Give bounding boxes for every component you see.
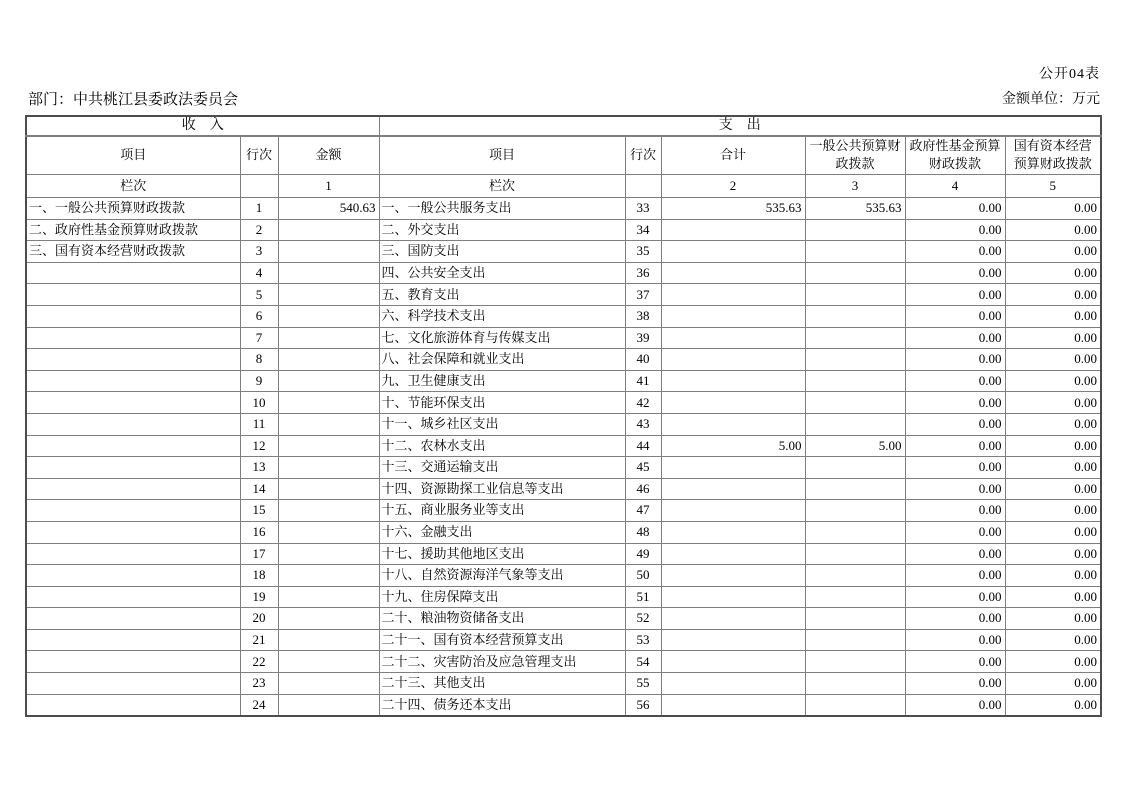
income-amount-cell (278, 435, 379, 457)
income-amount-cell (278, 500, 379, 522)
exp-total-cell (661, 305, 805, 327)
exp-item-cell: 九、卫生健康支出 (379, 370, 625, 392)
table-row (26, 500, 1101, 522)
col-header-exp-total: 合计 (661, 136, 805, 175)
unit-label: 金额单位：万元 (1002, 92, 1100, 107)
col-number-2: 2 (661, 175, 805, 198)
income-item-cell: 一、一般公共预算财政拨款 (26, 198, 240, 220)
lanci-label-income: 栏次 (26, 175, 240, 198)
col-header-exp-gov-fund: 政府性基金预算财政拨款 (905, 136, 1005, 175)
section-header-row (26, 116, 1101, 136)
exp-item-cell: 十二、农林水支出 (379, 435, 625, 457)
exp-gov-fund-cell: 0.00 (905, 349, 1005, 371)
income-amount-cell (278, 370, 379, 392)
exp-general-budget-cell (805, 219, 905, 241)
income-rowno-cell: 14 (240, 478, 278, 500)
income-rowno-cell: 7 (240, 327, 278, 349)
exp-state-capital-cell: 0.00 (1005, 586, 1101, 608)
exp-rowno-cell: 50 (625, 565, 661, 587)
income-amount-cell (278, 629, 379, 651)
exp-item-cell: 二十三、其他支出 (379, 673, 625, 695)
exp-rowno-cell: 54 (625, 651, 661, 673)
income-item-cell (26, 543, 240, 565)
exp-item-cell: 十、节能环保支出 (379, 392, 625, 414)
exp-gov-fund-cell: 0.00 (905, 413, 1005, 435)
exp-item-cell: 六、科学技术支出 (379, 305, 625, 327)
income-amount-cell (278, 219, 379, 241)
exp-gov-fund-cell: 0.00 (905, 608, 1005, 630)
income-item-cell: 三、国有资本经营财政拨款 (26, 241, 240, 263)
exp-general-budget-cell (805, 284, 905, 306)
income-amount-cell (278, 586, 379, 608)
exp-rowno-cell: 48 (625, 521, 661, 543)
income-item-cell (26, 629, 240, 651)
exp-general-budget-cell (805, 349, 905, 371)
income-amount-cell (278, 651, 379, 673)
budget-table (25, 115, 1102, 717)
income-rowno-cell: 21 (240, 629, 278, 651)
table-row (26, 521, 1101, 543)
exp-total-cell (661, 543, 805, 565)
exp-general-budget-cell (805, 629, 905, 651)
exp-total-cell (661, 694, 805, 716)
exp-state-capital-cell: 0.00 (1005, 694, 1101, 716)
exp-total-cell (661, 349, 805, 371)
exp-total-cell (661, 392, 805, 414)
exp-rowno-cell: 51 (625, 586, 661, 608)
exp-item-cell: 五、教育支出 (379, 284, 625, 306)
exp-item-cell: 二十二、灾害防治及应急管理支出 (379, 651, 625, 673)
table-row (26, 457, 1101, 479)
exp-general-budget-cell (805, 565, 905, 587)
col-header-income-item: 项目 (26, 136, 240, 175)
exp-gov-fund-cell: 0.00 (905, 694, 1005, 716)
income-amount-cell (278, 673, 379, 695)
exp-rowno-cell: 56 (625, 694, 661, 716)
income-rowno-cell: 24 (240, 694, 278, 716)
table-row (26, 478, 1101, 500)
lanci-blank-exp (625, 175, 661, 198)
exp-rowno-cell: 49 (625, 543, 661, 565)
exp-gov-fund-cell: 0.00 (905, 629, 1005, 651)
lanci-blank-income (240, 175, 278, 198)
table-row (26, 629, 1101, 651)
exp-item-cell: 十六、金融支出 (379, 521, 625, 543)
col-header-income-rowno: 行次 (240, 136, 278, 175)
exp-general-budget-cell (805, 478, 905, 500)
lanci-label-exp: 栏次 (379, 175, 625, 198)
exp-item-cell: 十七、援助其他地区支出 (379, 543, 625, 565)
exp-state-capital-cell: 0.00 (1005, 457, 1101, 479)
income-amount-cell: 540.63 (278, 198, 379, 220)
meta-line (28, 88, 1100, 108)
income-item-cell (26, 478, 240, 500)
exp-item-cell: 二、外交支出 (379, 219, 625, 241)
exp-total-cell (661, 651, 805, 673)
exp-general-budget-cell (805, 413, 905, 435)
income-item-cell (26, 565, 240, 587)
exp-rowno-cell: 37 (625, 284, 661, 306)
income-rowno-cell: 17 (240, 543, 278, 565)
exp-rowno-cell: 42 (625, 392, 661, 414)
exp-item-cell: 三、国防支出 (379, 241, 625, 263)
exp-general-budget-cell (805, 457, 905, 479)
income-amount-cell (278, 457, 379, 479)
exp-state-capital-cell: 0.00 (1005, 478, 1101, 500)
exp-total-cell (661, 284, 805, 306)
table-row (26, 198, 1101, 220)
exp-rowno-cell: 39 (625, 327, 661, 349)
exp-rowno-cell: 44 (625, 435, 661, 457)
exp-rowno-cell: 52 (625, 608, 661, 630)
exp-gov-fund-cell: 0.00 (905, 543, 1005, 565)
income-amount-cell (278, 349, 379, 371)
exp-item-cell: 四、公共安全支出 (379, 262, 625, 284)
exp-state-capital-cell: 0.00 (1005, 284, 1101, 306)
col-header-exp-rowno: 行次 (625, 136, 661, 175)
income-item-cell (26, 305, 240, 327)
income-rowno-cell: 2 (240, 219, 278, 241)
income-item-cell (26, 370, 240, 392)
income-item-cell (26, 262, 240, 284)
income-item-cell (26, 349, 240, 371)
income-amount-cell (278, 608, 379, 630)
exp-gov-fund-cell: 0.00 (905, 435, 1005, 457)
col-number-1: 1 (278, 175, 379, 198)
exp-state-capital-cell: 0.00 (1005, 413, 1101, 435)
exp-rowno-cell: 47 (625, 500, 661, 522)
exp-state-capital-cell: 0.00 (1005, 629, 1101, 651)
exp-rowno-cell: 34 (625, 219, 661, 241)
table-row (26, 608, 1101, 630)
income-item-cell (26, 435, 240, 457)
exp-total-cell (661, 457, 805, 479)
exp-state-capital-cell: 0.00 (1005, 500, 1101, 522)
income-rowno-cell: 23 (240, 673, 278, 695)
income-amount-cell (278, 413, 379, 435)
col-number-4: 4 (905, 175, 1005, 198)
col-number-5: 5 (1005, 175, 1101, 198)
income-rowno-cell: 6 (240, 305, 278, 327)
col-header-exp-general-budget: 一般公共预算财政拨款 (805, 136, 905, 175)
exp-rowno-cell: 46 (625, 478, 661, 500)
exp-state-capital-cell: 0.00 (1005, 305, 1101, 327)
income-item-cell: 二、政府性基金预算财政拨款 (26, 219, 240, 241)
exp-state-capital-cell: 0.00 (1005, 608, 1101, 630)
table-row (26, 694, 1101, 716)
exp-gov-fund-cell: 0.00 (905, 198, 1005, 220)
table-row (26, 370, 1101, 392)
exp-general-budget-cell (805, 673, 905, 695)
exp-item-cell: 二十四、债务还本支出 (379, 694, 625, 716)
income-rowno-cell: 13 (240, 457, 278, 479)
exp-general-budget-cell (805, 694, 905, 716)
exp-general-budget-cell (805, 262, 905, 284)
exp-total-cell (661, 241, 805, 263)
exp-gov-fund-cell: 0.00 (905, 370, 1005, 392)
exp-total-cell (661, 586, 805, 608)
income-rowno-cell: 1 (240, 198, 278, 220)
exp-general-budget-cell (805, 500, 905, 522)
income-amount-cell (278, 262, 379, 284)
exp-gov-fund-cell: 0.00 (905, 565, 1005, 587)
exp-rowno-cell: 53 (625, 629, 661, 651)
income-item-cell (26, 392, 240, 414)
exp-total-cell: 535.63 (661, 198, 805, 220)
income-rowno-cell: 18 (240, 565, 278, 587)
exp-gov-fund-cell: 0.00 (905, 521, 1005, 543)
exp-item-cell: 二十、粮油物资储备支出 (379, 608, 625, 630)
income-item-cell (26, 586, 240, 608)
exp-rowno-cell: 36 (625, 262, 661, 284)
exp-gov-fund-cell: 0.00 (905, 284, 1005, 306)
exp-general-budget-cell (805, 241, 905, 263)
exp-state-capital-cell: 0.00 (1005, 219, 1101, 241)
exp-state-capital-cell: 0.00 (1005, 327, 1101, 349)
exp-total-cell: 5.00 (661, 435, 805, 457)
income-item-cell (26, 608, 240, 630)
exp-rowno-cell: 40 (625, 349, 661, 371)
exp-total-cell (661, 219, 805, 241)
income-item-cell (26, 673, 240, 695)
table-row (26, 565, 1101, 587)
income-rowno-cell: 20 (240, 608, 278, 630)
table-code: 公开04表 (1039, 67, 1100, 82)
exp-total-cell (661, 521, 805, 543)
exp-state-capital-cell: 0.00 (1005, 651, 1101, 673)
col-number-3: 3 (805, 175, 905, 198)
exp-item-cell: 一、一般公共服务支出 (379, 198, 625, 220)
table-row (26, 349, 1101, 371)
table-row (26, 392, 1101, 414)
exp-total-cell (661, 413, 805, 435)
table-row (26, 673, 1101, 695)
income-amount-cell (278, 392, 379, 414)
col-header-exp-item: 项目 (379, 136, 625, 175)
exp-state-capital-cell: 0.00 (1005, 435, 1101, 457)
exp-gov-fund-cell: 0.00 (905, 241, 1005, 263)
income-amount-cell (278, 327, 379, 349)
income-item-cell (26, 327, 240, 349)
exp-gov-fund-cell: 0.00 (905, 478, 1005, 500)
exp-item-cell: 八、社会保障和就业支出 (379, 349, 625, 371)
table-body (26, 198, 1101, 716)
income-rowno-cell: 12 (240, 435, 278, 457)
exp-state-capital-cell: 0.00 (1005, 392, 1101, 414)
exp-state-capital-cell: 0.00 (1005, 262, 1101, 284)
income-amount-cell (278, 478, 379, 500)
table-row (26, 305, 1101, 327)
income-rowno-cell: 22 (240, 651, 278, 673)
income-rowno-cell: 3 (240, 241, 278, 263)
exp-state-capital-cell: 0.00 (1005, 543, 1101, 565)
income-item-cell (26, 694, 240, 716)
exp-total-cell (661, 608, 805, 630)
table-row (26, 284, 1101, 306)
exp-rowno-cell: 41 (625, 370, 661, 392)
exp-item-cell: 十八、自然资源海洋气象等支出 (379, 565, 625, 587)
income-rowno-cell: 16 (240, 521, 278, 543)
exp-item-cell: 十三、交通运输支出 (379, 457, 625, 479)
exp-state-capital-cell: 0.00 (1005, 370, 1101, 392)
exp-item-cell: 十四、资源勘探工业信息等支出 (379, 478, 625, 500)
exp-total-cell (661, 478, 805, 500)
income-item-cell (26, 651, 240, 673)
income-amount-cell (278, 305, 379, 327)
income-amount-cell (278, 284, 379, 306)
income-item-cell (26, 500, 240, 522)
income-amount-cell (278, 694, 379, 716)
exp-rowno-cell: 35 (625, 241, 661, 263)
exp-total-cell (661, 370, 805, 392)
exp-total-cell (661, 673, 805, 695)
income-rowno-cell: 8 (240, 349, 278, 371)
exp-item-cell: 十九、住房保障支出 (379, 586, 625, 608)
department-label: 部门：中共桃江县委政法委员会 (28, 92, 239, 108)
exp-general-budget-cell (805, 521, 905, 543)
income-item-cell (26, 413, 240, 435)
income-section-header: 收 入 (26, 116, 379, 136)
income-rowno-cell: 10 (240, 392, 278, 414)
exp-general-budget-cell (805, 608, 905, 630)
exp-state-capital-cell: 0.00 (1005, 673, 1101, 695)
exp-general-budget-cell (805, 543, 905, 565)
table-row (26, 241, 1101, 263)
column-header-row (26, 136, 1101, 175)
exp-gov-fund-cell: 0.00 (905, 327, 1005, 349)
exp-general-budget-cell (805, 327, 905, 349)
expenditure-section-header: 支 出 (379, 116, 1101, 136)
exp-total-cell (661, 327, 805, 349)
exp-general-budget-cell (805, 370, 905, 392)
exp-gov-fund-cell: 0.00 (905, 305, 1005, 327)
exp-rowno-cell: 33 (625, 198, 661, 220)
exp-general-budget-cell (805, 586, 905, 608)
exp-general-budget-cell (805, 305, 905, 327)
exp-item-cell: 十五、商业服务业等支出 (379, 500, 625, 522)
exp-total-cell (661, 500, 805, 522)
exp-gov-fund-cell: 0.00 (905, 457, 1005, 479)
exp-rowno-cell: 55 (625, 673, 661, 695)
exp-rowno-cell: 45 (625, 457, 661, 479)
exp-total-cell (661, 262, 805, 284)
income-rowno-cell: 15 (240, 500, 278, 522)
income-item-cell (26, 284, 240, 306)
income-item-cell (26, 457, 240, 479)
income-rowno-cell: 11 (240, 413, 278, 435)
exp-total-cell (661, 629, 805, 651)
income-rowno-cell: 19 (240, 586, 278, 608)
table-row (26, 327, 1101, 349)
col-header-income-amount: 金额 (278, 136, 379, 175)
exp-item-cell: 十一、城乡社区支出 (379, 413, 625, 435)
income-amount-cell (278, 241, 379, 263)
table-row (26, 435, 1101, 457)
exp-state-capital-cell: 0.00 (1005, 565, 1101, 587)
exp-gov-fund-cell: 0.00 (905, 586, 1005, 608)
income-rowno-cell: 9 (240, 370, 278, 392)
income-amount-cell (278, 543, 379, 565)
exp-state-capital-cell: 0.00 (1005, 349, 1101, 371)
table-row (26, 219, 1101, 241)
exp-general-budget-cell: 535.63 (805, 198, 905, 220)
exp-gov-fund-cell: 0.00 (905, 500, 1005, 522)
exp-state-capital-cell: 0.00 (1005, 241, 1101, 263)
exp-rowno-cell: 43 (625, 413, 661, 435)
exp-gov-fund-cell: 0.00 (905, 673, 1005, 695)
exp-rowno-cell: 38 (625, 305, 661, 327)
table-row (26, 262, 1101, 284)
exp-gov-fund-cell: 0.00 (905, 219, 1005, 241)
exp-general-budget-cell (805, 392, 905, 414)
exp-total-cell (661, 565, 805, 587)
exp-gov-fund-cell: 0.00 (905, 262, 1005, 284)
exp-item-cell: 二十一、国有资本经营预算支出 (379, 629, 625, 651)
column-number-row (26, 175, 1101, 198)
exp-gov-fund-cell: 0.00 (905, 392, 1005, 414)
table-row (26, 586, 1101, 608)
income-amount-cell (278, 521, 379, 543)
table-row (26, 651, 1101, 673)
exp-state-capital-cell: 0.00 (1005, 521, 1101, 543)
exp-general-budget-cell: 5.00 (805, 435, 905, 457)
table-row (26, 543, 1101, 565)
income-rowno-cell: 5 (240, 284, 278, 306)
table-row (26, 413, 1101, 435)
income-rowno-cell: 4 (240, 262, 278, 284)
income-amount-cell (278, 565, 379, 587)
exp-general-budget-cell (805, 651, 905, 673)
exp-gov-fund-cell: 0.00 (905, 651, 1005, 673)
income-item-cell (26, 521, 240, 543)
col-header-exp-state-capital: 国有资本经营预算财政拨款 (1005, 136, 1101, 175)
exp-state-capital-cell: 0.00 (1005, 198, 1101, 220)
exp-item-cell: 七、文化旅游体育与传媒支出 (379, 327, 625, 349)
